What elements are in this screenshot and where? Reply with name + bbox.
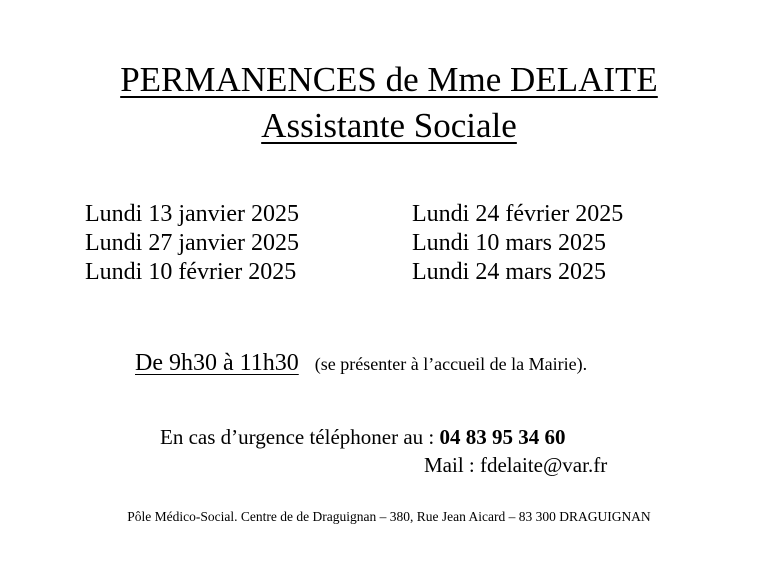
hours-text: De 9h30 à 11h30 xyxy=(135,350,299,376)
date-item: Lundi 10 mars 2025 xyxy=(412,230,606,256)
date-item: Lundi 24 février 2025 xyxy=(412,201,624,227)
phone-number: 04 83 95 34 60 xyxy=(439,425,566,449)
dates-left-column xyxy=(85,200,299,287)
schedule-line xyxy=(135,350,587,377)
page-title xyxy=(0,60,778,100)
urgence-label: En cas d’urgence téléphoner au : xyxy=(160,425,440,449)
hours-note: (se présenter à l’accueil de la Mairie). xyxy=(314,354,588,374)
dates-right-column xyxy=(412,200,623,287)
urgence-line xyxy=(160,425,566,450)
date-item: Lundi 13 janvier 2025 xyxy=(85,201,299,227)
page-subtitle-text: Assistante Sociale xyxy=(261,106,517,145)
mail-line: Mail : fdelaite@var.fr xyxy=(424,453,608,477)
page-title-text: PERMANENCES de Mme DELAITE xyxy=(120,60,658,99)
date-item: Lundi 24 mars 2025 xyxy=(412,259,606,285)
page-subtitle xyxy=(0,106,778,146)
date-item: Lundi 27 janvier 2025 xyxy=(85,230,299,256)
date-item: Lundi 10 février 2025 xyxy=(85,259,297,285)
footer-address: Pôle Médico-Social. Centre de de Draguignan – 380, Rue Jean Aicard – 83 300 DRAGUIGNAN xyxy=(127,509,651,524)
